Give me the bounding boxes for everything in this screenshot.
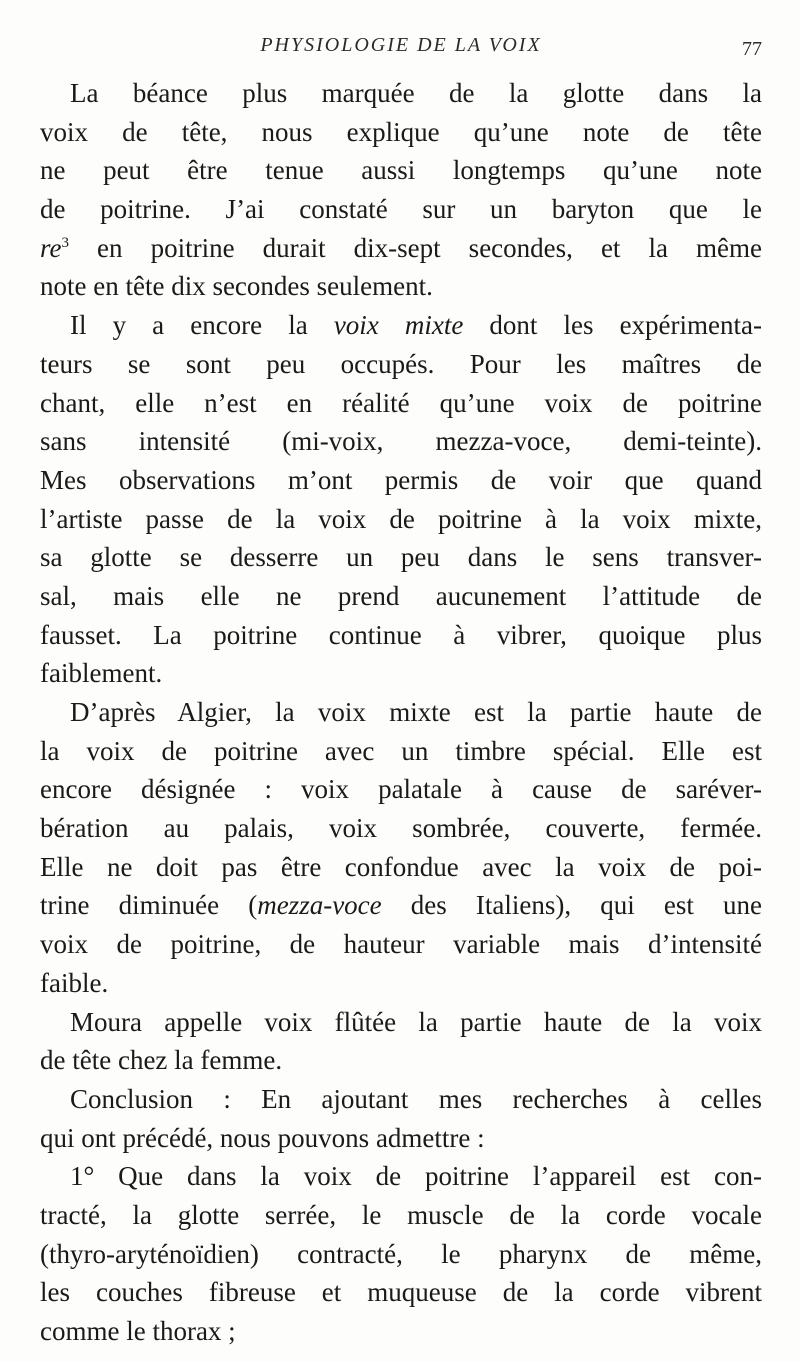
text-segment: fausset. La poitrine continue à vibrer, quoique plus (40, 619, 762, 650)
text-line (40, 925, 762, 964)
text-segment: faiblement. (40, 658, 163, 689)
text-segment: de tête chez la femme. (40, 1045, 283, 1076)
text-line (40, 1080, 762, 1119)
text-segment: sa glotte se desserre un peu dans le sens transver- (40, 542, 762, 573)
text-line (40, 1273, 762, 1312)
text-segment: des Italiens), qui est une (381, 890, 762, 921)
text-line (40, 229, 762, 268)
text-line (40, 770, 762, 809)
text-segment: trine diminuée ( (40, 890, 258, 921)
body-text (40, 74, 762, 1351)
text-line (40, 1196, 762, 1235)
text-segment: note en tête dix secondes seulement. (40, 271, 433, 302)
text-line (40, 422, 762, 461)
text-line (40, 345, 762, 384)
text-line (40, 461, 762, 500)
text-segment: qui ont précédé, nous pouvons admettre : (40, 1122, 485, 1153)
text-line (40, 616, 762, 655)
text-line (40, 732, 762, 771)
text-segment: comme le thorax ; (40, 1316, 236, 1346)
page-number: 77 (742, 38, 762, 60)
text-line (40, 577, 762, 616)
text-segment: Moura appelle voix flûtée la partie haute de la voix (70, 1006, 762, 1037)
text-line (40, 809, 762, 848)
text-segment: tracté, la glotte serrée, le muscle de la corde vocale (40, 1199, 762, 1230)
text-segment: 1° Que dans la voix de poitrine l’appareil est con- (70, 1161, 762, 1192)
text-line (40, 964, 762, 1003)
text-line (40, 848, 762, 887)
text-line (40, 151, 762, 190)
text-line (40, 1041, 762, 1080)
text-segment: Elle ne doit pas être confondue avec la voix de poi- (40, 851, 762, 882)
text-line (40, 306, 762, 345)
text-line (40, 693, 762, 732)
text-segment: teurs se sont peu occupés. Pour les maîtres de (40, 348, 762, 379)
italic-segment: mezza-voce (257, 890, 382, 921)
text-line (40, 1003, 762, 1042)
text-line (40, 886, 762, 925)
italic-segment: voix mixte (333, 310, 464, 341)
text-segment: encore désignée : voix palatale à cause de saréver- (40, 774, 762, 805)
text-segment: Mes observations m’ont permis de voir que quand (40, 464, 762, 495)
text-segment: sal, mais elle ne prend aucunement l’attitude de (40, 580, 762, 611)
text-line (40, 1312, 762, 1351)
text-segment: bération au palais, voix sombrée, couverte, fermée. (40, 813, 762, 844)
text-segment: chant, elle n’est en réalité qu’une voix de poitrine (40, 387, 762, 418)
text-line (40, 500, 762, 539)
text-line (40, 74, 762, 113)
text-segment: Il y a encore la (70, 310, 334, 341)
text-line (40, 384, 762, 423)
text-segment: dont les expérimenta- (463, 310, 762, 341)
text-segment: de poitrine. J’ai constaté sur un baryton que le (40, 194, 762, 225)
text-line (40, 190, 762, 229)
text-segment: (thyro-aryténoïdien) contracté, le pharynx de même, (40, 1238, 762, 1269)
text-line (40, 113, 762, 152)
italic-segment: re (40, 232, 62, 263)
text-line (40, 1119, 762, 1158)
text-segment: La béance plus marquée de la glotte dans la (70, 78, 762, 108)
text-segment: voix de poitrine, de hauteur variable mais d’intensité (40, 929, 762, 960)
text-segment: faible. (40, 967, 109, 998)
text-line (40, 654, 762, 693)
text-line (40, 538, 762, 577)
page-header (40, 34, 762, 64)
text-segment: les couches fibreuse et muqueuse de la corde vibrent (40, 1277, 762, 1308)
text-line (40, 267, 762, 306)
text-segment: en poitrine durait dix-sept secondes, et la même (69, 232, 762, 263)
text-line (40, 1235, 762, 1274)
text-segment: Conclusion : En ajoutant mes recherches à celles (70, 1083, 762, 1114)
text-line (40, 1157, 762, 1196)
text-segment: la voix de poitrine avec un timbre spécial. Elle est (40, 735, 762, 766)
running-title: PHYSIOLOGIE DE LA VOIX (260, 34, 542, 56)
text-segment: sans intensité (mi-voix, mezza-voce, demi-teinte). (40, 426, 762, 457)
text-segment: D’après Algier, la voix mixte est la partie haute de (70, 697, 762, 727)
text-segment: ne peut être tenue aussi longtemps qu’une note (40, 155, 762, 186)
text-segment: l’artiste passe de la voix de poitrine à la voix mixte, (40, 503, 762, 534)
superscript: 3 (61, 234, 69, 251)
text-segment: voix de tête, nous explique qu’une note de tête (40, 116, 762, 147)
